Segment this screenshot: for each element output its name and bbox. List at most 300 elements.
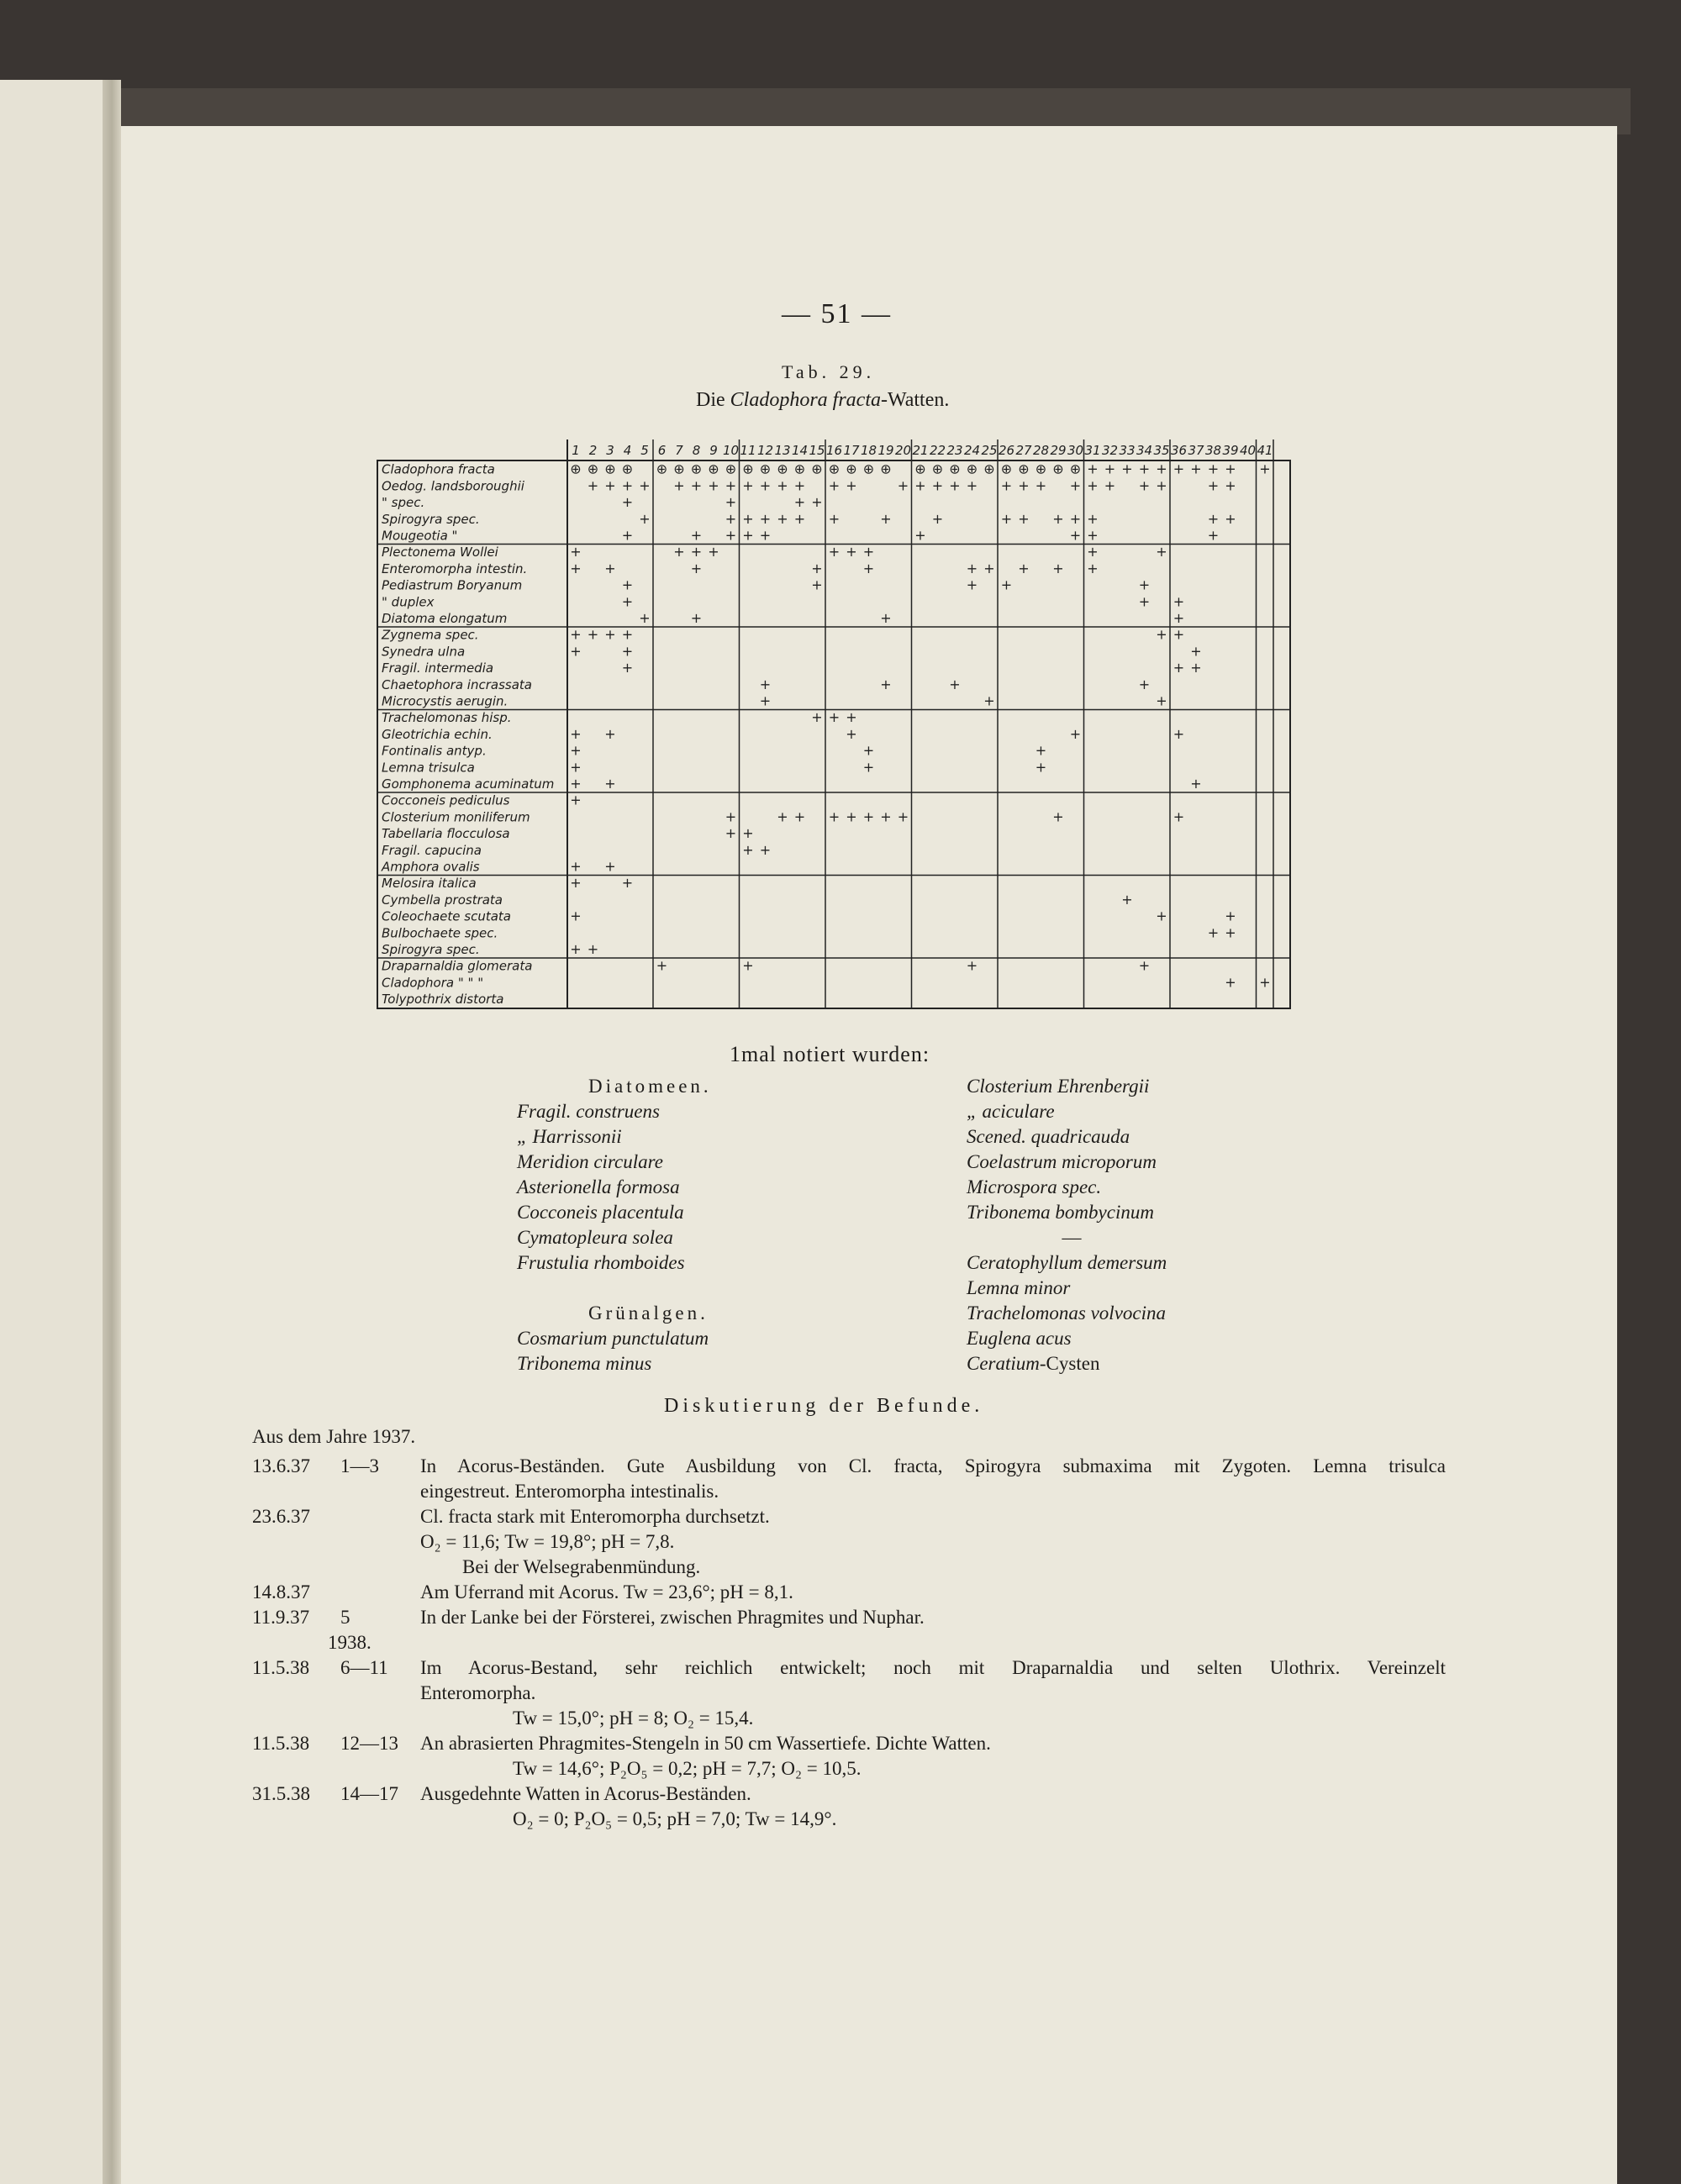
species-name: Fragil. capucina	[382, 842, 482, 858]
column-number: 15	[809, 443, 825, 458]
occurrence-mark: +	[656, 957, 668, 974]
occurrence-mark: +	[690, 560, 703, 576]
occurrence-mark: +	[862, 544, 875, 560]
occurrence-mark: +	[811, 576, 823, 593]
occurrence-mark: +	[1207, 924, 1220, 941]
species-name: Mougeotia "	[382, 528, 458, 544]
list-item: Cosmarium punctulatum	[517, 1328, 709, 1349]
occurrence-mark: +	[742, 957, 754, 974]
occurrence-mark: +	[846, 725, 857, 742]
occurrence-mark: +	[862, 742, 875, 759]
discussion-entry	[252, 1605, 1446, 1630]
occurrence-mark: +	[690, 527, 703, 544]
occurrence-mark: +	[1190, 460, 1202, 477]
species-name: " duplex	[382, 594, 435, 610]
occurrence-mark: +	[621, 875, 634, 892]
entry-line: O₂ = 0; P₂O₅ = 0,5; pH = 7,0; Tw = 14,9°.	[513, 1808, 837, 1829]
entry-date: 13.6.37	[252, 1455, 310, 1476]
occurrence-mark: +	[725, 527, 737, 544]
column-number: 35	[1153, 443, 1170, 458]
occurrence-mark: +	[1000, 576, 1013, 593]
ceratium-item: Ceratium-Cysten	[967, 1353, 1100, 1374]
left-page-edge	[0, 80, 105, 2184]
distribution-table	[377, 433, 1293, 1011]
year-1937: Aus dem Jahre 1937.	[252, 1426, 416, 1447]
occurrence-mark: +	[570, 544, 582, 560]
column-number: 5	[640, 443, 649, 458]
discussion-entry	[252, 1454, 1446, 1504]
occurrence-mark: +	[1207, 460, 1220, 477]
page-number: — 51 —	[782, 298, 892, 329]
species-name: Closterium moniliferum	[382, 809, 530, 825]
occurrence-mark: ⊕	[708, 460, 719, 477]
occurrence-mark: ⊕	[777, 460, 788, 477]
column-number: 17	[843, 443, 860, 458]
occurrence-mark: +	[880, 676, 892, 692]
species-name: Plectonema Wollei	[382, 545, 498, 560]
species-name: Melosira italica	[382, 876, 477, 892]
column-number: 32	[1101, 443, 1119, 458]
table-subtitle	[696, 389, 949, 412]
occurrence-mark: +	[862, 808, 875, 825]
entry-line: Tw = 14,6°; P₂O₅ = 0,2; pH = 7,7; O₂ = 10,5.	[513, 1758, 862, 1779]
column-number: 6	[657, 443, 667, 458]
occurrence-mark: +	[587, 477, 599, 494]
occurrence-mark: ⊕	[725, 460, 737, 477]
occurrence-mark: +	[1052, 808, 1064, 825]
list-item: Tribonema bombycinum	[967, 1202, 1154, 1223]
occurrence-mark: +	[708, 477, 719, 494]
occurrence-mark: +	[1207, 477, 1220, 494]
species-name: Gleotrichia echin.	[382, 726, 493, 742]
entry-line: An abrasierten Phragmites-Stengeln in 50 cm Wassertiefe. Dichte Watten.	[420, 1733, 991, 1754]
column-number: 1	[572, 443, 580, 458]
species-name: Fragil. intermedia	[382, 660, 494, 676]
occurrence-mark: +	[828, 709, 840, 726]
occurrence-mark: +	[570, 742, 582, 759]
occurrence-mark: +	[604, 725, 616, 742]
list-item: Euglena acus	[967, 1328, 1072, 1349]
occurrence-mark: +	[1156, 477, 1167, 494]
occurrence-mark: +	[1052, 510, 1064, 527]
occurrence-mark: +	[1069, 510, 1082, 527]
species-name: Tolypothrix distorta	[382, 992, 504, 1008]
occurrence-mark: +	[828, 808, 840, 825]
species-name: Trachelomonas hisp.	[382, 710, 512, 726]
occurrence-mark: +	[846, 544, 857, 560]
occurrence-mark: +	[983, 560, 995, 576]
occurrence-mark: +	[1087, 544, 1099, 560]
list-item: Coelastrum microporum	[967, 1151, 1157, 1172]
species-name: Microcystis aerugin.	[382, 693, 509, 709]
occurrence-mark: ⊕	[673, 460, 685, 477]
occurrence-mark: +	[639, 477, 651, 494]
species-name: Cymbella prostrata	[382, 892, 503, 908]
occurrence-mark: +	[725, 494, 737, 511]
once-noted-title: 1mal notiert wurden:	[730, 1042, 930, 1066]
entry-date: 11.5.38	[252, 1657, 310, 1678]
occurrence-mark: +	[793, 494, 806, 511]
column-number: 38	[1204, 443, 1222, 458]
list-item: Lemna minor	[967, 1277, 1071, 1298]
year-1938: 1938.	[328, 1632, 372, 1653]
column-number: 27	[1015, 443, 1032, 458]
occurrence-mark: +	[828, 544, 840, 560]
occurrence-mark: ⊕	[828, 460, 840, 477]
species-name: Zygnema spec.	[382, 627, 479, 643]
occurrence-mark: +	[1087, 560, 1099, 576]
occurrence-mark: +	[1156, 626, 1167, 643]
occurrence-mark: ⊕	[1035, 460, 1047, 477]
list-item: Meridion circulare	[517, 1151, 663, 1172]
occurrence-mark: +	[570, 875, 582, 892]
species-name: Amphora ovalis	[382, 859, 480, 875]
entry-line: O₂ = 11,6; Tw = 19,8°; pH = 7,8.	[420, 1531, 675, 1552]
column-number: 9	[709, 443, 718, 458]
occurrence-mark: +	[621, 660, 634, 676]
column-number: 7	[675, 443, 683, 458]
column-number: 21	[912, 443, 929, 458]
occurrence-mark: ⊕	[1018, 460, 1030, 477]
entry-line: eingestreut. Enteromorpha intestinalis.	[420, 1481, 719, 1502]
discussion-entry	[252, 1731, 1446, 1781]
species-name: Cladophora " " "	[382, 975, 484, 991]
occurrence-mark: ⊕	[931, 460, 944, 477]
occurrence-mark: +	[570, 759, 582, 776]
occurrence-mark: +	[777, 808, 788, 825]
list-item: Closterium Ehrenbergii	[967, 1076, 1150, 1097]
species-name: Diatoma elongatum	[382, 611, 508, 626]
occurrence-mark: +	[862, 759, 875, 776]
greens-list	[517, 1326, 794, 1376]
occurrence-mark: +	[570, 776, 582, 792]
list-item: Microspora spec.	[967, 1176, 1102, 1197]
occurrence-mark: +	[621, 626, 634, 643]
list-item: Frustulia rhomboides	[517, 1252, 685, 1273]
column-number: 36	[1170, 443, 1188, 458]
occurrence-mark: ⊕	[862, 460, 875, 477]
entry-line: Cl. fracta stark mit Enteromorpha durchsetzt.	[420, 1506, 770, 1527]
occurrence-mark: +	[1172, 610, 1185, 626]
occurrence-mark: +	[1138, 593, 1151, 610]
entry-line: Tw = 15,0°; pH = 8; O₂ = 15,4.	[513, 1708, 754, 1729]
occurrence-mark: +	[621, 593, 634, 610]
column-number: 30	[1067, 443, 1084, 458]
right-list-a	[967, 1074, 1303, 1225]
occurrence-mark: +	[966, 576, 978, 593]
occurrence-mark: +	[983, 692, 995, 709]
column-number: 11	[740, 443, 756, 458]
occurrence-mark: +	[759, 477, 772, 494]
occurrence-mark: +	[621, 494, 634, 511]
occurrence-mark: ⊕	[587, 460, 599, 477]
occurrence-mark: +	[1000, 510, 1013, 527]
occurrence-mark: +	[759, 692, 772, 709]
column-number: 33	[1119, 443, 1136, 458]
occurrence-mark: +	[1225, 908, 1236, 924]
species-name: Spirogyra spec.	[382, 511, 480, 527]
column-number: 26	[998, 443, 1015, 458]
occurrence-mark: ⊕	[880, 460, 892, 477]
species-name: Bulbochaete spec.	[382, 925, 498, 941]
entry-date: 14.8.37	[252, 1581, 310, 1602]
column-number: 39	[1222, 443, 1239, 458]
occurrence-mark: +	[1259, 974, 1271, 991]
occurrence-mark: +	[931, 510, 944, 527]
occurrence-mark: +	[690, 477, 703, 494]
entry-line: Ausgedehnte Watten in Acorus-Beständen.	[420, 1783, 751, 1804]
entry-sample-numbers: 5	[340, 1607, 350, 1628]
occurrence-mark: +	[811, 494, 823, 511]
occurrence-mark: ⊕	[914, 460, 926, 477]
occurrence-mark: +	[846, 808, 857, 825]
occurrence-mark: +	[1259, 460, 1271, 477]
occurrence-mark: +	[604, 776, 616, 792]
occurrence-mark: +	[690, 544, 703, 560]
occurrence-mark: +	[759, 527, 772, 544]
list-item: Asterionella formosa	[517, 1176, 680, 1197]
occurrence-mark: +	[846, 709, 857, 726]
column-number: 23	[946, 443, 963, 458]
occurrence-mark: +	[604, 858, 616, 875]
discussion-entry	[252, 1504, 1446, 1580]
column-number: 3	[606, 443, 614, 458]
occurrence-marks	[570, 461, 1270, 991]
species-name: Cladophora fracta	[382, 461, 495, 477]
occurrence-mark: +	[621, 643, 634, 660]
occurrence-mark: ⊕	[742, 460, 754, 477]
occurrence-mark: +	[1035, 759, 1047, 776]
occurrence-mark: +	[793, 477, 806, 494]
occurrence-mark: +	[604, 477, 616, 494]
column-number: 28	[1032, 443, 1050, 458]
occurrence-mark: +	[1018, 477, 1030, 494]
occurrence-mark: +	[570, 560, 582, 576]
column-number: 25	[981, 443, 998, 458]
occurrence-mark: +	[1225, 974, 1236, 991]
occurrence-mark: +	[1052, 560, 1064, 576]
occurrence-mark: +	[725, 825, 737, 842]
entry-line: In Acorus-Beständen. Gute Ausbildung von Cl. fracta, Spirogyra submaxima mit Zygoten. Lemna trisulca	[420, 1455, 1446, 1476]
right-list	[967, 1074, 1303, 1376]
occurrence-mark: +	[621, 576, 634, 593]
column-number: 8	[692, 443, 701, 458]
entry-sample-numbers: 12—13	[340, 1733, 398, 1754]
subtitle-genus: Cladophora fracta	[730, 389, 881, 411]
occurrence-mark: +	[1104, 477, 1116, 494]
occurrence-mark: ⊕	[621, 460, 634, 477]
list-item: Cocconeis placentula	[517, 1202, 684, 1223]
occurrence-mark: +	[966, 477, 978, 494]
occurrence-mark: +	[725, 510, 737, 527]
occurrence-mark: +	[880, 610, 892, 626]
entry-line: Am Uferrand mit Acorus. Tw = 23,6°; pH = 8,1.	[420, 1581, 793, 1602]
species-name: Enteromorpha intestin.	[382, 560, 528, 576]
occurrence-mark: +	[1104, 460, 1116, 477]
list-item: Trachelomonas volvocina	[967, 1303, 1166, 1324]
occurrence-mark: +	[1121, 891, 1133, 908]
occurrence-mark: +	[570, 908, 582, 924]
occurrence-mark: +	[742, 825, 754, 842]
column-number: 40	[1239, 443, 1257, 458]
occurrence-mark: +	[604, 560, 616, 576]
occurrence-mark: +	[897, 477, 909, 494]
occurrence-mark: +	[570, 626, 582, 643]
column-number: 2	[588, 443, 598, 458]
occurrence-mark: +	[1225, 460, 1236, 477]
occurrence-mark: +	[690, 610, 703, 626]
occurrence-mark: +	[1207, 510, 1220, 527]
entry-date: 31.5.38	[252, 1783, 310, 1804]
occurrence-mark: +	[725, 808, 737, 825]
occurrence-mark: +	[793, 510, 806, 527]
column-number: 19	[877, 443, 894, 458]
species-name: Gomphonema acuminatum	[382, 776, 555, 792]
occurrence-mark: +	[828, 510, 840, 527]
occurrence-mark: +	[759, 510, 772, 527]
occurrence-mark: +	[1172, 725, 1185, 742]
column-number: 41	[1257, 443, 1273, 458]
occurrence-mark: +	[1087, 460, 1099, 477]
occurrence-mark: +	[828, 477, 840, 494]
discussion-entry	[252, 1781, 1446, 1832]
entry-line: Im Acorus-Bestand, sehr reichlich entwickelt; noch mit Draparnaldia und selten Ulothrix. Vereinzelt	[420, 1657, 1446, 1678]
occurrence-mark: +	[759, 676, 772, 692]
occurrence-mark: +	[1172, 660, 1185, 676]
occurrence-mark: +	[1138, 477, 1151, 494]
occurrence-mark: +	[1190, 660, 1202, 676]
occurrence-mark: +	[811, 560, 823, 576]
occurrence-mark: +	[1190, 776, 1202, 792]
species-name: Synedra ulna	[382, 644, 466, 660]
column-number: 31	[1084, 443, 1101, 458]
occurrence-mark: +	[1225, 510, 1236, 527]
entry-date: 23.6.37	[252, 1506, 310, 1527]
left-list	[517, 1074, 794, 1376]
book-gutter	[103, 80, 121, 2184]
column-number: 24	[963, 443, 981, 458]
occurrence-mark: +	[931, 477, 944, 494]
species-name: Cocconeis pediculus	[382, 792, 510, 808]
occurrence-mark: ⊕	[690, 460, 703, 477]
occurrence-mark: +	[1035, 742, 1047, 759]
list-item: Fragil. construens	[517, 1101, 660, 1122]
diatoms-list	[517, 1099, 794, 1276]
occurrence-mark: ⊕	[793, 460, 806, 477]
discussion-title: Diskutierung der Befunde.	[664, 1395, 984, 1417]
discussion-entries	[252, 1454, 1446, 1832]
occurrence-mark: ⊕	[1052, 460, 1064, 477]
species-name: Spirogyra spec.	[382, 942, 480, 957]
occurrence-mark: +	[880, 808, 892, 825]
occurrence-mark: +	[1121, 460, 1133, 477]
entry-sample-numbers: 14—17	[340, 1783, 398, 1804]
occurrence-mark: +	[949, 676, 961, 692]
occurrence-mark: +	[1138, 957, 1151, 974]
occurrence-mark: +	[1138, 676, 1151, 692]
subtitle-suffix: -Watten.	[881, 389, 950, 411]
entry-date: 11.9.37	[252, 1607, 310, 1628]
species-name: Fontinalis antyp.	[382, 743, 487, 759]
occurrence-mark: +	[1225, 477, 1236, 494]
column-number: 13	[774, 443, 791, 458]
occurrence-mark: +	[1156, 908, 1167, 924]
species-name: Pediastrum Boryanum	[382, 577, 523, 593]
species-name: Chaetophora incrassata	[382, 676, 532, 692]
list-item: „ Harrissonii	[517, 1126, 622, 1147]
occurrence-mark: +	[1207, 527, 1220, 544]
column-number: 18	[860, 443, 877, 458]
column-number: 16	[825, 443, 843, 458]
occurrence-mark: +	[914, 527, 926, 544]
occurrence-mark: ⊕	[1000, 460, 1013, 477]
discussion-entry	[252, 1580, 1446, 1605]
list-item: Ceratophyllum demersum	[967, 1252, 1167, 1273]
column-number: 37	[1188, 443, 1204, 458]
occurrence-mark: +	[742, 510, 754, 527]
occurrence-mark: +	[1225, 924, 1236, 941]
list-item: „ aciculare	[967, 1101, 1055, 1122]
occurrence-mark: +	[587, 941, 599, 957]
occurrence-mark: ⊕	[846, 460, 857, 477]
occurrence-mark: +	[862, 560, 875, 576]
column-number: 22	[929, 443, 946, 458]
occurrence-mark: ⊕	[570, 460, 582, 477]
occurrence-mark: +	[1018, 560, 1030, 576]
entry-line: Enteromorpha.	[420, 1682, 536, 1703]
column-number-row	[572, 443, 1273, 458]
occurrence-mark: +	[777, 510, 788, 527]
occurrence-mark: +	[1035, 477, 1047, 494]
species-name: Oedog. landsboroughii	[382, 478, 524, 494]
occurrence-mark: ⊕	[983, 460, 995, 477]
occurrence-mark: +	[793, 808, 806, 825]
occurrence-mark: +	[570, 858, 582, 875]
occurrence-mark: +	[621, 477, 634, 494]
occurrence-mark: +	[1156, 544, 1167, 560]
entry-sample-numbers: 6—11	[340, 1657, 388, 1678]
occurrence-mark: +	[846, 477, 857, 494]
entry-line: Bei der Welsegrabenmündung.	[462, 1556, 701, 1577]
diatoms-header: Diatomeen.	[588, 1076, 712, 1097]
occurrence-mark: +	[604, 626, 616, 643]
occurrence-mark: ⊕	[966, 460, 978, 477]
right-list-b	[967, 1250, 1303, 1351]
column-number: 29	[1050, 443, 1067, 458]
occurrence-mark: +	[673, 477, 685, 494]
occurrence-mark: +	[1156, 692, 1167, 709]
occurrence-mark: +	[1172, 626, 1185, 643]
occurrence-mark: +	[570, 941, 582, 957]
occurrence-mark: +	[1172, 460, 1185, 477]
occurrence-mark: +	[1156, 460, 1167, 477]
entry-line: In der Lanke bei der Försterei, zwischen Phragmites und Nuphar.	[420, 1607, 925, 1628]
occurrence-mark: +	[897, 808, 909, 825]
occurrence-mark: +	[639, 610, 651, 626]
occurrence-mark: +	[949, 477, 961, 494]
occurrence-mark: +	[725, 477, 737, 494]
species-name: Tabellaria flocculosa	[382, 826, 510, 842]
occurrence-mark: +	[880, 510, 892, 527]
occurrence-mark: +	[1087, 477, 1099, 494]
occurrence-mark: ⊕	[656, 460, 668, 477]
occurrence-mark: +	[1172, 808, 1185, 825]
occurrence-mark: +	[742, 527, 754, 544]
entry-sample-numbers: 1—3	[340, 1455, 379, 1476]
occurrence-mark: +	[742, 841, 754, 858]
column-number: 20	[894, 443, 912, 458]
subtitle-prefix: Die	[696, 389, 730, 411]
